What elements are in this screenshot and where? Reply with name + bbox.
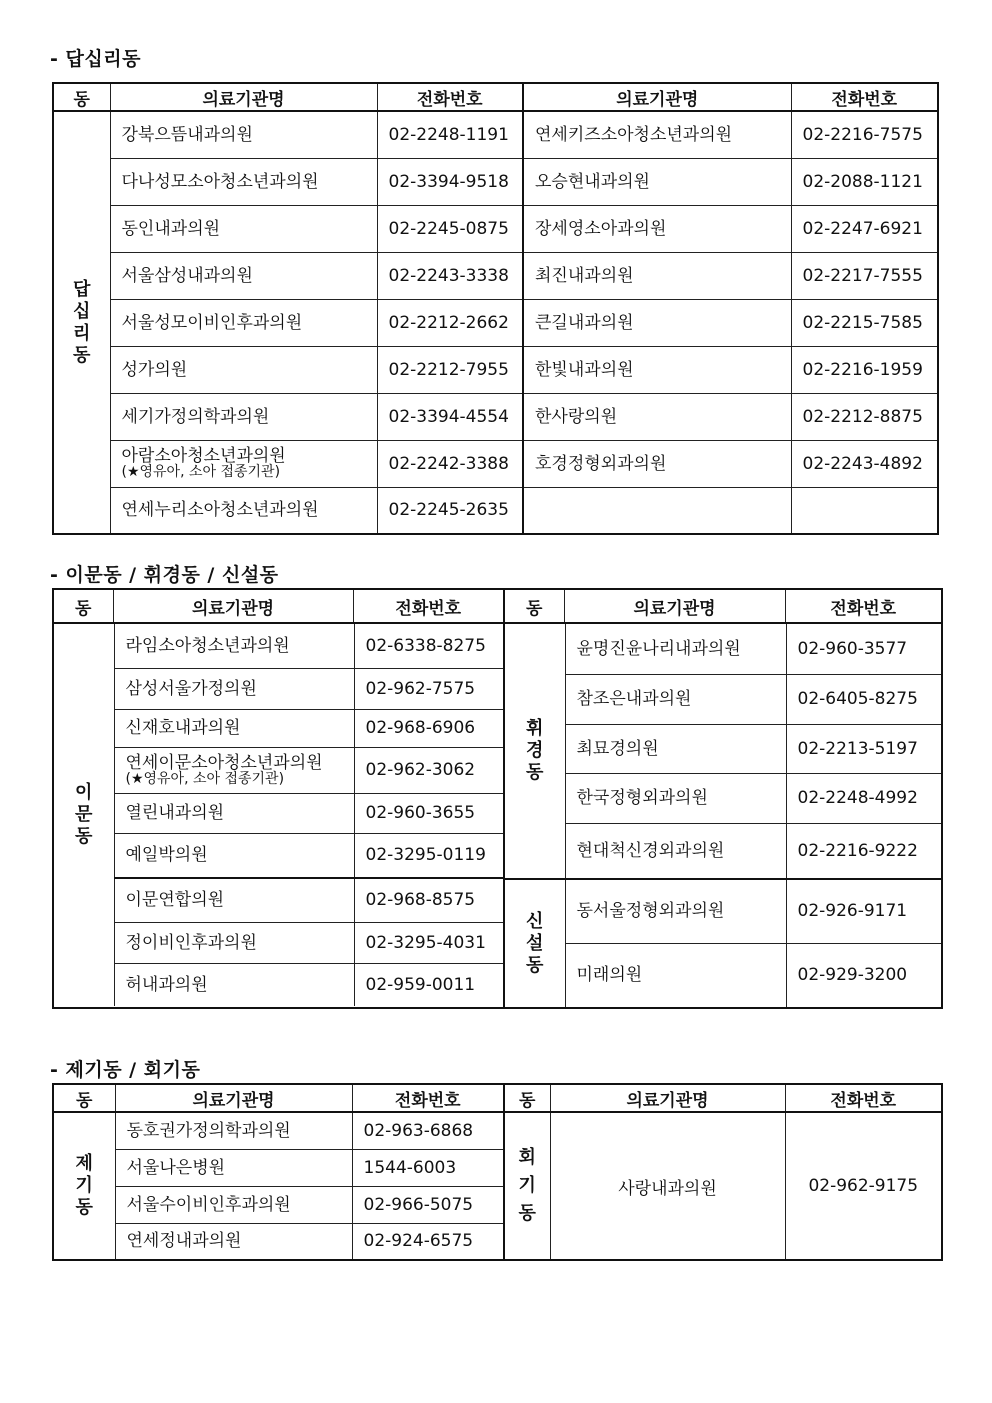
facility-phone: 02-2212-7955	[377, 346, 523, 393]
facility-name: 라임소아청소년과의원	[125, 635, 290, 656]
facility-phone: 02-960-3577	[786, 624, 942, 674]
header-phone: 전화번호	[791, 83, 938, 111]
facility-name-cell	[565, 724, 786, 773]
facility-phone: 02-929-3200	[786, 943, 942, 1007]
facility-name-cell	[110, 487, 377, 534]
dong-label-text: 답십리동	[73, 278, 91, 366]
facility-name: 최묘경의원	[576, 738, 659, 759]
facility-name: 참조은내과의원	[576, 689, 692, 709]
facility-name: 한빛내과의원	[535, 359, 634, 380]
section-title-jegi-hoegi: - 제기동 / 회기동	[50, 1059, 201, 1081]
dong-label	[505, 879, 565, 1007]
section-title-dapsimni: - 답십리동	[50, 48, 141, 70]
table-row	[53, 487, 938, 534]
header-name: 의료기관명	[523, 83, 791, 111]
facility-name-cell	[565, 823, 786, 879]
header-phone: 전화번호	[377, 83, 523, 111]
facility-name: 연세키즈소아청소년과의원	[535, 124, 733, 145]
imun-block	[53, 623, 504, 1008]
dapsimni-table	[52, 82, 939, 535]
header-dong: 동	[53, 1084, 115, 1112]
imun-hwigyeong-sinseol-table	[52, 588, 943, 1009]
facility-phone: 02-2243-4892	[791, 440, 938, 487]
facility-phone: 02-3394-9518	[377, 158, 523, 205]
jegi-hoegi-table	[52, 1083, 943, 1261]
facility-name-cell	[115, 1112, 352, 1149]
facility-name-cell	[115, 1149, 352, 1186]
facility-name: 큰길내과의원	[535, 312, 634, 333]
facility-name: 세기가정의학과의원	[121, 406, 270, 427]
facility-name: 사랑내과의원	[550, 1112, 785, 1260]
dong-label-text: 휘경동	[526, 718, 544, 783]
facility-phone: 02-2216-1959	[791, 346, 938, 393]
facility-phone: 02-959-0011	[354, 963, 504, 1006]
dong-label	[504, 1112, 550, 1260]
facility-phone: 02-6405-8275	[786, 674, 942, 724]
facility-phone: 02-2216-7575	[791, 111, 938, 158]
facility-phone: 1544-6003	[352, 1149, 504, 1186]
facility-name: 정이비인후과의원	[125, 932, 257, 953]
facility-name-cell	[110, 111, 377, 158]
facility-phone: 02-962-3062	[354, 747, 504, 793]
facility-name-cell	[565, 773, 786, 823]
header-name: 의료기관명	[113, 589, 353, 623]
facility-name: 연세누리소아청소년과의원	[121, 500, 319, 521]
facility-phone: 02-2245-2635	[377, 487, 523, 534]
facility-name: 서울삼성내과의원	[121, 265, 253, 286]
facility-name-cell	[110, 299, 377, 346]
facility-name-cell	[523, 158, 791, 205]
table-row	[53, 1112, 942, 1149]
table-row	[54, 878, 504, 922]
header-dong: 동	[53, 83, 110, 111]
header-dong: 동	[504, 589, 564, 623]
facility-name-cell	[523, 205, 791, 252]
facility-name-cell	[114, 747, 354, 793]
table-row	[53, 393, 938, 440]
table-row	[54, 668, 504, 709]
facility-phone: 02-3295-4031	[354, 922, 504, 963]
facility-name-cell	[110, 158, 377, 205]
dong-label	[53, 1112, 115, 1260]
table-row	[53, 158, 938, 205]
hwigyeong-sinseol-block	[504, 623, 942, 1008]
facility-name: 장세영소아과의원	[535, 218, 667, 239]
dong-label	[54, 624, 114, 1006]
facility-phone: 02-2242-3388	[377, 440, 523, 487]
header-name: 의료기관명	[564, 589, 785, 623]
facility-name-cell	[114, 668, 354, 709]
facility-name: 동호권가정의학과의원	[126, 1120, 291, 1141]
facility-note: (★영유아, 소아 접종기관)	[121, 464, 281, 480]
facility-name: 강북으뜸내과의원	[121, 124, 253, 145]
facility-name-cell	[110, 440, 377, 487]
facility-name: 허내과의원	[125, 974, 208, 995]
facility-name-cell	[565, 943, 786, 1007]
facility-phone: 02-6338-8275	[354, 624, 504, 668]
facility-phone: 02-3295-0119	[354, 833, 504, 878]
facility-name: 연세정내과의원	[126, 1231, 242, 1252]
facility-name-cell	[523, 440, 791, 487]
table-row	[505, 823, 942, 879]
table-row	[54, 709, 504, 747]
facility-phone: 02-2215-7585	[791, 299, 938, 346]
table-row	[54, 922, 504, 963]
facility-name-cell	[523, 346, 791, 393]
facility-name-cell	[565, 674, 786, 724]
header-name: 의료기관명	[550, 1084, 785, 1112]
facility-phone: 02-2213-5197	[786, 724, 942, 773]
header-phone: 전화번호	[352, 1084, 504, 1112]
facility-phone: 02-2243-3338	[377, 252, 523, 299]
facility-phone: 02-2248-4992	[786, 773, 942, 823]
facility-name-cell	[565, 879, 786, 943]
facility-name: 동인내과의원	[121, 218, 221, 239]
header-phone: 전화번호	[785, 589, 942, 623]
table-row	[54, 963, 504, 1006]
header-dong: 동	[53, 589, 113, 623]
facility-phone: 02-2217-7555	[791, 252, 938, 299]
facility-phone: 02-2245-0875	[377, 205, 523, 252]
facility-phone: 02-2088-1121	[791, 158, 938, 205]
header-dong: 동	[504, 1084, 550, 1112]
facility-phone: 02-2248-1191	[377, 111, 523, 158]
facility-note: (★영유아, 소아 접종기관)	[125, 770, 285, 787]
facility-name: 최진내과의원	[535, 265, 634, 286]
facility-name: 한국정형외과의원	[576, 788, 708, 808]
facility-name: 현대척신경외과의원	[576, 840, 725, 861]
facility-name-cell	[114, 709, 354, 747]
table-row	[54, 747, 504, 793]
table-row	[54, 833, 504, 878]
table-row	[53, 440, 938, 487]
table-row	[53, 299, 938, 346]
dong-label-text: 회기동	[518, 1147, 536, 1224]
imun-inner-table	[54, 624, 504, 1006]
facility-name: 호경정형외과의원	[535, 453, 667, 474]
header-name: 의료기관명	[115, 1084, 352, 1112]
header-name: 의료기관명	[110, 83, 377, 111]
facility-phone: 02-2216-9222	[786, 823, 942, 879]
facility-name-cell	[110, 346, 377, 393]
facility-name-cell	[523, 252, 791, 299]
facility-phone: 02-924-6575	[352, 1223, 504, 1260]
facility-name-cell	[523, 111, 791, 158]
facility-phone: 02-962-9175	[785, 1112, 942, 1260]
dong-label-text: 제기동	[75, 1153, 93, 1218]
facility-name-cell	[114, 833, 354, 878]
table-row	[505, 943, 942, 1007]
facility-phone: 02-960-3655	[354, 793, 504, 833]
facility-name: 다나성모소아청소년과의원	[121, 171, 319, 192]
facility-name: 미래의원	[576, 965, 643, 986]
table-row	[505, 773, 942, 823]
facility-phone: 02-2247-6921	[791, 205, 938, 252]
facility-phone: 02-2212-2662	[377, 299, 523, 346]
facility-name: 아람소아청소년과의원	[121, 446, 286, 466]
facility-phone: 02-962-7575	[354, 668, 504, 709]
facility-phone: 02-926-9171	[786, 879, 942, 943]
table-row	[53, 252, 938, 299]
facility-name: 연세이문소아청소년과의원	[125, 752, 323, 773]
dong-label-text: 신설동	[526, 910, 544, 976]
facility-name: 오승현내과의원	[535, 171, 650, 192]
table-row	[53, 111, 938, 158]
table-row	[505, 879, 942, 943]
dong-label	[505, 624, 565, 879]
facility-phone: 02-966-5075	[352, 1186, 504, 1223]
table-row	[505, 674, 942, 724]
facility-name: 서울나은병원	[126, 1157, 226, 1178]
table-row	[54, 624, 504, 668]
facility-name-cell	[114, 922, 354, 963]
header-phone: 전화번호	[353, 589, 504, 623]
facility-name-cell	[523, 393, 791, 440]
empty-cell	[523, 487, 791, 534]
dong-label	[53, 111, 110, 534]
facility-name-cell	[115, 1223, 352, 1260]
table-row	[54, 793, 504, 833]
facility-name: 한사랑의원	[535, 406, 618, 427]
facility-name: 열린내과의원	[125, 803, 225, 823]
table-row	[505, 724, 942, 773]
facility-name: 윤명진윤나리내과의원	[576, 638, 741, 659]
facility-name: 신재호내과의원	[125, 718, 241, 738]
facility-name-cell	[114, 878, 354, 922]
table-row	[53, 346, 938, 393]
facility-name-cell	[110, 205, 377, 252]
facility-phone: 02-2212-8875	[791, 393, 938, 440]
facility-phone: 02-3394-4554	[377, 393, 523, 440]
empty-cell	[791, 487, 938, 534]
facility-name: 이문연합의원	[125, 890, 225, 911]
header-phone: 전화번호	[785, 1084, 942, 1112]
facility-name-cell	[110, 393, 377, 440]
facility-name: 예일박의원	[125, 845, 208, 866]
facility-name: 성가의원	[121, 359, 188, 380]
facility-name-cell	[523, 299, 791, 346]
facility-name-cell	[114, 624, 354, 668]
facility-phone: 02-968-8575	[354, 878, 504, 922]
facility-name-cell	[565, 624, 786, 674]
table-row	[505, 624, 942, 674]
facility-name-cell	[114, 963, 354, 1006]
facility-name: 서울수이비인후과의원	[126, 1194, 291, 1215]
facility-phone: 02-968-6906	[354, 709, 504, 747]
facility-name-cell	[114, 793, 354, 833]
hwigyeong-sinseol-inner-table	[505, 624, 942, 1007]
facility-name-cell	[110, 252, 377, 299]
facility-name: 동서울정형외과의원	[576, 901, 725, 922]
facility-phone: 02-963-6868	[352, 1112, 504, 1149]
facility-name-cell	[115, 1186, 352, 1223]
section-title-imun-hwigyeong-sinseol: - 이문동 / 휘경동 / 신설동	[50, 564, 279, 586]
dong-label-text: 이문동	[75, 782, 93, 847]
facility-name: 서울성모이비인후과의원	[121, 312, 303, 333]
table-row	[53, 205, 938, 252]
facility-name: 삼성서울가정의원	[125, 678, 257, 699]
